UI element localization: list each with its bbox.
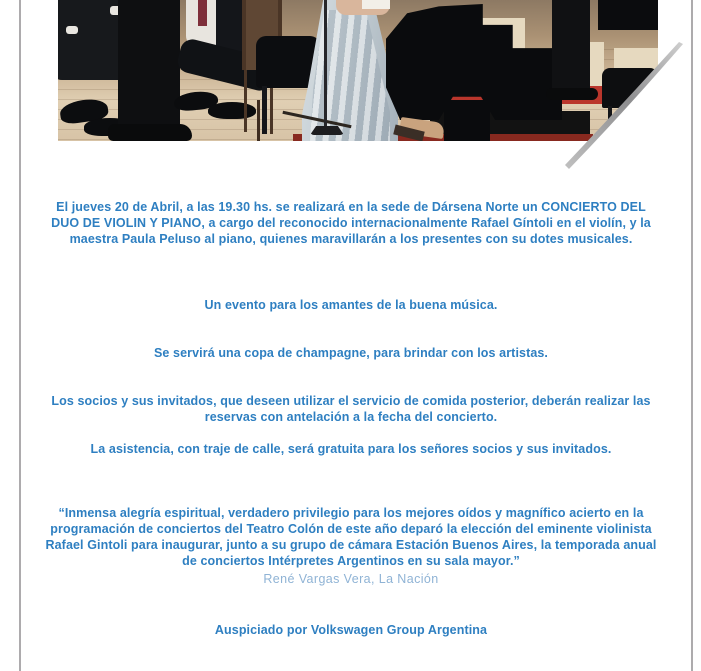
left-page-border xyxy=(19,0,21,671)
shirt-cuff xyxy=(66,26,78,34)
dress-shoe xyxy=(108,124,192,141)
dress-shoe xyxy=(546,88,598,100)
piano-body-edge xyxy=(598,0,658,30)
right-page-border xyxy=(691,0,693,671)
piano-stool-legs xyxy=(262,86,267,134)
press-quote: “Inmensa alegría espiritual, verdadero privilegio para los mejores oídos y magnífico acierto en la programación de conciertos del Teatro Colón de este año deparó la elección del eminente violinista Rafael Gintoli para inaugurar, junto a su grupo de cámara Estación Buenos Aires, la temporada anual de conciertos Intérpretes Argentinos en su sala mayor.” xyxy=(45,506,657,568)
champagne-note: Se servirá una copa de champagne, para brindar con los artistas. xyxy=(153,346,549,360)
standing-performer-legs xyxy=(552,0,590,96)
reservation-note: Los socios y sus invitados, que deseen utilizar el servicio de comida posterior, deberán realizar las reservas con antelación a la fecha del concierto. xyxy=(51,394,651,424)
necktie xyxy=(198,0,207,26)
concert-stage-photo xyxy=(58,0,658,141)
microphone-stand xyxy=(324,0,327,133)
dress-shoe xyxy=(208,102,256,119)
sheet-music xyxy=(362,0,390,9)
quote-attribution: René Vargas Vera, La Nación xyxy=(263,572,439,586)
sponsor-line: Auspiciado por Volkswagen Group Argentina xyxy=(214,623,488,637)
piano-leg xyxy=(444,100,490,141)
wooden-chair-legs xyxy=(244,70,247,132)
standing-musician xyxy=(118,0,180,130)
piano-bench xyxy=(602,68,658,108)
event-tagline: Un evento para los amantes de la buena música. xyxy=(204,298,498,312)
event-description: El jueves 20 de Abril, a las 19.30 hs. se realizará en la sede de Dársena Norte un CONCIERTO DEL DUO DE VIOLIN Y PIANO, a cargo del reconocido internacionalmente Rafael Gíntoli en el violín, y la maestra Paula Peluso al piano, quienes maravillarán a los presentes con su dotes musicales. xyxy=(51,200,651,246)
attendance-note: La asistencia, con traje de calle, será gratuita para los señores socios y sus invitados. xyxy=(90,442,612,456)
piano-bench-legs xyxy=(608,106,612,136)
